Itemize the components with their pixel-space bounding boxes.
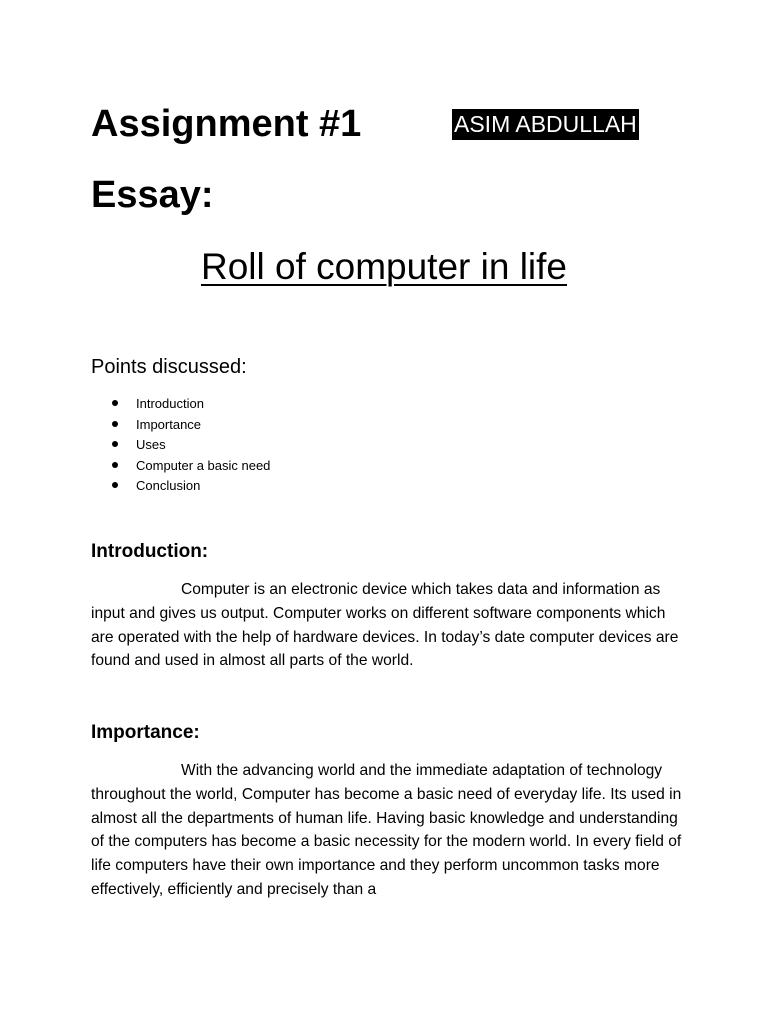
assignment-title: Assignment #1: [91, 103, 362, 145]
introduction-paragraph: Computer is an electronic device which takes data and information as input and gives us output. Computer works on different software components which are operated with the help of hardware devices. In today’s date computer devices are found and used in almost all parts of the world.: [91, 581, 679, 670]
essay-label: Essay:: [91, 174, 214, 216]
importance-paragraph: With the advancing world and the immediate adaptation of technology throughout the world, Computer has become a basic need of everyday life. Its used in almost all the departments of human life. Having basic knowledge and understanding of the computers has become a basic necessity for the modern world. In every field of life computers have their own importance and they perform uncommon tasks more effectively, efficiently and precisely than a: [91, 762, 682, 898]
bullet-icon: [112, 421, 118, 427]
list-item: [91, 394, 270, 415]
list-item: [91, 456, 270, 477]
bullet-icon: [112, 441, 118, 447]
points-list: [91, 394, 270, 497]
list-item-label: Computer a basic need: [136, 457, 271, 473]
essay-title-text: Roll of computer in life: [200, 246, 568, 287]
list-item-label: Uses: [136, 437, 166, 453]
bullet-icon: [112, 462, 118, 468]
title-row: [91, 100, 691, 148]
points-heading: Points discussed:: [91, 356, 247, 378]
essay-title: [0, 244, 768, 290]
list-item: [91, 476, 270, 497]
importance-heading: Importance:: [91, 722, 200, 743]
bullet-icon: [112, 400, 118, 406]
list-item-label: Importance: [136, 416, 202, 432]
introduction-heading: Introduction:: [91, 541, 209, 562]
list-item: [91, 415, 270, 436]
list-item: [91, 435, 270, 456]
bullet-icon: [112, 482, 118, 488]
list-item-label: Conclusion: [136, 478, 201, 494]
list-item-label: Introduction: [136, 396, 204, 411]
author-name-highlight: ASIM ABDULLAH: [452, 109, 639, 140]
